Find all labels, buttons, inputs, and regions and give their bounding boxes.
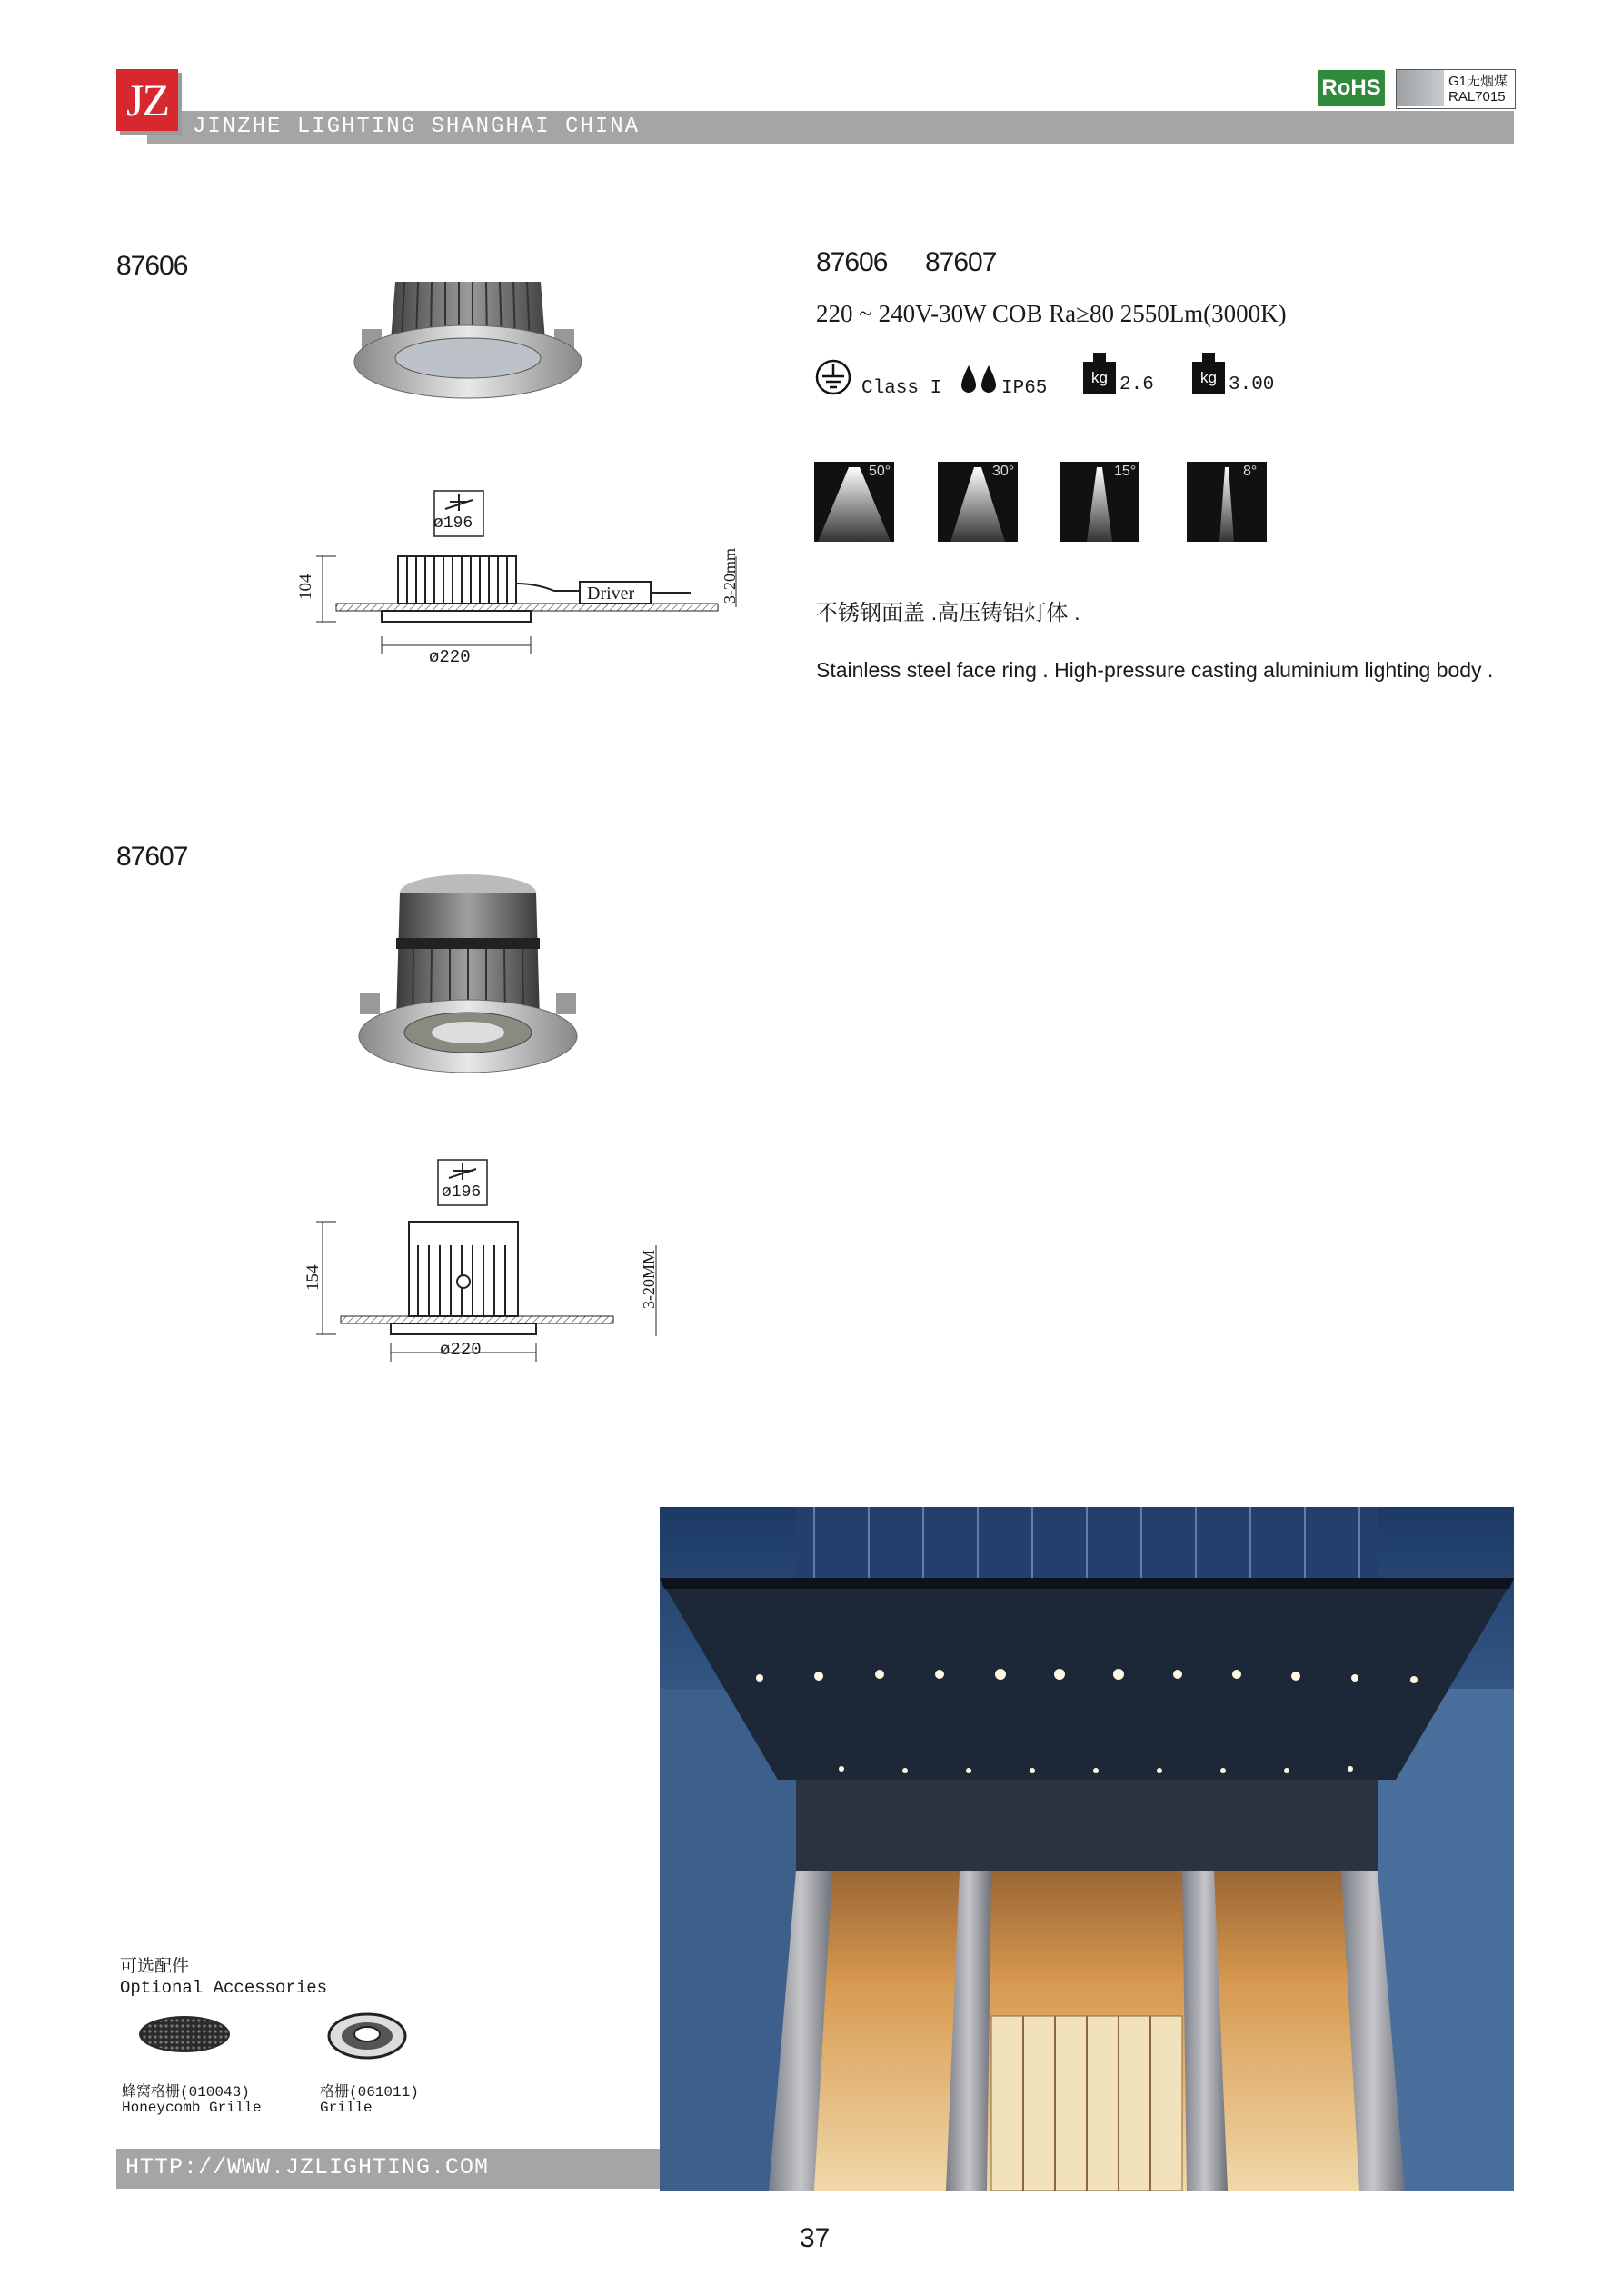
company-name: JINZHE LIGHTING SHANGHAI CHINA: [193, 115, 641, 139]
spec-electrical: 220 ~ 240V-30W COB Ra≥80 2550Lm(3000K): [816, 300, 1287, 327]
finish-color-swatch: [1397, 70, 1444, 106]
finish-code: RAL7015: [1448, 89, 1506, 105]
weight-value-2: 3.00: [1229, 374, 1275, 395]
accessory-1-en: Honeycomb Grille: [122, 2100, 262, 2116]
finish-name: G1无烟煤: [1448, 74, 1508, 89]
beam-angle-8-label: 8°: [1243, 464, 1258, 479]
beam-angle-30: [938, 462, 1018, 542]
accessory-2-en: Grille: [320, 2100, 373, 2116]
building-entrance-photo: [660, 1507, 1514, 2191]
waterproof-icon: [958, 362, 1000, 398]
spec-model-b: 87607: [925, 247, 997, 277]
product1-model: 87606: [116, 251, 188, 281]
product1-driver-label: Driver: [587, 584, 635, 604]
product2-diameter-dim: ø220: [440, 1340, 482, 1360]
description-cn: 不锈钢面盖 .高压铸铝灯体 .: [816, 601, 1080, 625]
beam-angle-50: [814, 462, 894, 542]
beam-angle-8: [1187, 462, 1267, 542]
product1-photo: [345, 255, 591, 418]
product2-drawing: [300, 1154, 682, 1363]
product1-drawing: [291, 482, 763, 673]
website-url[interactable]: HTTP://WWW.JZLIGHTING.COM: [125, 2154, 490, 2181]
product2-photo: [345, 865, 591, 1093]
accessory-1-cn: 蜂窝格栅(010043): [122, 2084, 250, 2101]
accessories-title-en: Optional Accessories: [120, 1978, 328, 1998]
honeycomb-grille-image: [136, 2012, 233, 2056]
product2-model: 87607: [116, 842, 188, 872]
product1-top-dim: ø196: [433, 514, 473, 533]
beam-angle-15-label: 15°: [1114, 464, 1137, 479]
beam-angle-15: [1060, 462, 1139, 542]
product2-top-dim: ø196: [442, 1183, 482, 1202]
product2-cutout-dim: 3-20MM: [640, 1249, 658, 1309]
product1-cutout-dim: 3-20mm: [721, 548, 739, 604]
product2-height-dim: 154: [304, 1264, 323, 1291]
weight-icon-2: kg: [1192, 353, 1225, 396]
class-label: Class I: [861, 378, 942, 399]
product1-diameter-dim: ø220: [429, 647, 471, 667]
rohs-badge: RoHS: [1318, 70, 1385, 106]
beam-angle-50-label: 50°: [869, 464, 891, 479]
description-en: Stainless steel face ring . High-pressure casting aluminium lighting body .: [816, 658, 1494, 682]
spec-model-a: 87606: [816, 247, 888, 277]
weight-value-1: 2.6: [1119, 374, 1154, 395]
company-logo: JZ: [116, 69, 178, 131]
accessory-2-cn: 格栅(061011): [320, 2084, 419, 2101]
weight-icon-1: kg: [1083, 353, 1116, 396]
ground-class-icon: [814, 358, 852, 396]
product1-height-dim: 104: [296, 574, 315, 600]
beam-angle-30-label: 30°: [992, 464, 1015, 479]
page-number: 37: [800, 2223, 831, 2253]
accessories-title-cn: 可选配件: [120, 1957, 190, 1976]
grille-image: [325, 2007, 409, 2061]
ip-label: IP65: [1001, 378, 1048, 399]
